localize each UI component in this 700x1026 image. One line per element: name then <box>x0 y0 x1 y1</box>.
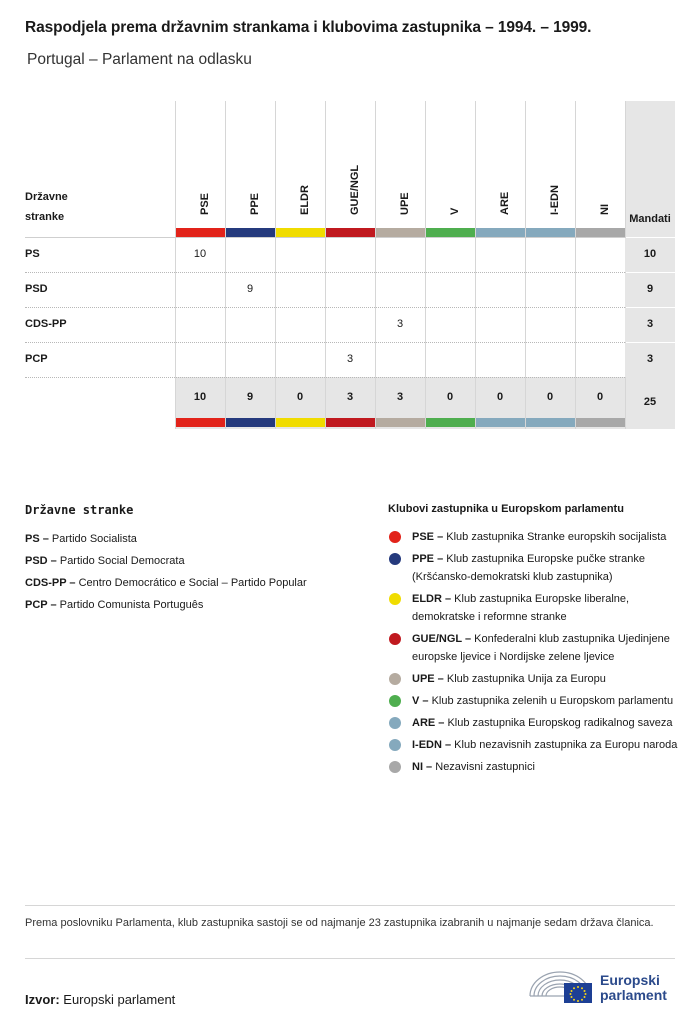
group-color-bar <box>176 228 225 237</box>
group-legend <box>388 528 678 780</box>
divider <box>25 905 675 906</box>
party-legend-item <box>25 528 365 550</box>
column-header-eldr <box>275 111 325 221</box>
column-header-label: ARE <box>499 191 511 215</box>
mandati-header: Mandati <box>629 213 671 225</box>
group-legend-code: ELDR – <box>412 593 452 605</box>
group-color-bar <box>276 228 325 237</box>
group-color-dot <box>389 739 401 751</box>
source-line <box>25 992 175 1007</box>
table-cell-value: 9 <box>246 283 254 295</box>
group-legend-item <box>388 630 678 666</box>
group-legend-code: I-EDN – <box>412 739 452 751</box>
row-party-label: PCP <box>25 353 48 365</box>
party-legend-item <box>25 572 365 594</box>
column-header-label: I-EDN <box>549 185 561 215</box>
group-color-bar <box>326 228 375 237</box>
header-divider <box>25 237 625 238</box>
total-value: 3 <box>396 391 404 403</box>
group-legend-item <box>388 590 678 626</box>
page-title: Raspodjela prema državnim strankama i klubovima zastupnika – 1994. – 1999. <box>25 19 592 36</box>
source-value: Europski parlament <box>59 992 176 1007</box>
source-label: Izvor: <box>25 992 60 1007</box>
group-legend-text: Klub nezavisnih zastupnika za Europu naroda <box>451 739 678 751</box>
row-party-label: CDS-PP <box>25 318 67 330</box>
column-header-ppe <box>225 111 275 221</box>
group-legend-item <box>388 714 678 732</box>
group-color-bar <box>476 228 525 237</box>
group-legend-code: ARE – <box>412 717 445 729</box>
column-header-are <box>475 111 525 221</box>
party-legend-code: PSD – <box>25 555 57 567</box>
group-legend-item <box>388 692 678 710</box>
column-header-label: NI <box>599 204 611 215</box>
row-mandati-value: 3 <box>646 353 654 365</box>
group-color-bar <box>426 418 475 427</box>
group-legend-code: V – <box>412 695 429 707</box>
group-legend-title: Klubovi zastupnika u Europskom parlamentu <box>388 503 624 515</box>
row-mandati-value: 3 <box>646 318 654 330</box>
total-value: 0 <box>496 391 504 403</box>
logo-text: Europski parlament <box>600 972 667 1003</box>
column-header-label: PPE <box>249 192 261 215</box>
row-mandati-value: 9 <box>646 283 654 295</box>
row-mandati-value: 10 <box>643 248 657 260</box>
group-legend-item <box>388 758 678 776</box>
group-color-bar <box>176 418 225 427</box>
group-color-bar <box>426 228 475 237</box>
row-divider <box>25 272 625 273</box>
row-divider <box>25 307 625 308</box>
divider <box>25 958 675 959</box>
party-legend-name: Partido Socialista <box>48 533 137 545</box>
group-color-bar <box>526 418 575 427</box>
column-header-label: PSE <box>199 192 211 215</box>
party-legend-title: Državne stranke <box>25 503 134 517</box>
total-value: 9 <box>246 391 254 403</box>
group-legend-text: Nezavisni zastupnici <box>432 761 535 773</box>
group-legend-text: Klub zastupnika Europskog radikalnog saveza <box>444 717 673 729</box>
column-header-pse <box>175 111 225 221</box>
footnote: Prema poslovniku Parlamenta, klub zastupnika sastoji se od najmanje 23 zastupnika izabranih u najmanje sedam država članica. <box>25 917 654 929</box>
group-color-bar <box>526 228 575 237</box>
group-color-bar <box>276 418 325 427</box>
group-legend-code: PSE – <box>412 531 444 543</box>
party-legend-code: PS – <box>25 533 49 545</box>
group-legend-item <box>388 550 678 586</box>
group-legend-text: Konfederalni klub zastupnika Ujedinjene europske ljevice i Nordijske zelene ljevice <box>412 633 670 663</box>
group-color-dot <box>389 717 401 729</box>
group-color-bar <box>226 228 275 237</box>
column-header-upe <box>375 111 425 221</box>
group-color-bar <box>576 418 625 427</box>
total-value: 0 <box>596 391 604 403</box>
party-legend-code: CDS-PP – <box>25 577 76 589</box>
total-value: 3 <box>346 391 354 403</box>
total-value: 0 <box>296 391 304 403</box>
group-color-bar <box>326 418 375 427</box>
party-legend-code: PCP – <box>25 599 57 611</box>
group-color-bar <box>376 418 425 427</box>
party-legend-name: Centro Democrático e Social – Partido Popular <box>75 577 307 589</box>
group-color-bar <box>226 418 275 427</box>
group-color-dot <box>389 593 401 605</box>
total-mandati-value: 25 <box>643 396 657 408</box>
column-header-gue-ngl <box>325 111 375 221</box>
group-legend-item <box>388 670 678 688</box>
table-cell-value: 10 <box>193 248 207 260</box>
column-header-label: GUE/NGL <box>349 164 361 215</box>
group-color-dot <box>389 761 401 773</box>
row-party-label: PSD <box>25 283 48 295</box>
column-header-i-edn <box>525 111 575 221</box>
group-legend-item <box>388 528 678 546</box>
european-parliament-logo <box>528 966 678 1006</box>
group-color-bar <box>576 228 625 237</box>
row-header-title: Državne stranke <box>25 191 68 223</box>
group-legend-code: GUE/NGL – <box>412 633 472 645</box>
table-cell-value: 3 <box>346 353 354 365</box>
group-legend-code: PPE – <box>412 553 444 565</box>
total-value: 0 <box>446 391 454 403</box>
row-divider <box>25 342 625 343</box>
column-header-ni <box>575 111 625 221</box>
group-color-dot <box>389 673 401 685</box>
party-legend-item <box>25 594 365 616</box>
column-header-label: UPE <box>399 192 411 215</box>
page-subtitle: Portugal – Parlament na odlasku <box>27 51 252 68</box>
group-legend-code: NI – <box>412 761 433 773</box>
european-parliament-hemicycle-icon <box>528 966 594 1006</box>
party-legend-name: Partido Social Democrata <box>56 555 185 567</box>
column-header-v <box>425 111 475 221</box>
group-color-bar <box>376 228 425 237</box>
column-header-label: ELDR <box>299 185 311 215</box>
group-legend-text: Klub zastupnika zelenih u Europskom parlamentu <box>428 695 674 707</box>
group-color-dot <box>389 633 401 645</box>
group-color-dot <box>389 695 401 707</box>
group-legend-text: Klub zastupnika Stranke europskih socijalista <box>443 531 667 543</box>
party-legend-item <box>25 550 365 572</box>
seat-distribution-table <box>25 101 675 429</box>
group-color-bar <box>476 418 525 427</box>
column-header-label: V <box>449 207 461 215</box>
group-legend-code: UPE – <box>412 673 444 685</box>
total-value: 10 <box>193 391 207 403</box>
table-cell-value: 3 <box>396 318 404 330</box>
group-color-dot <box>389 531 401 543</box>
row-divider <box>25 377 625 378</box>
group-legend-item <box>388 736 678 754</box>
group-legend-text: Klub zastupnika Europske pučke stranke (Kršćansko-demokratski klub zastupnika) <box>412 553 645 583</box>
total-value: 0 <box>546 391 554 403</box>
group-legend-text: Klub zastupnika Unija za Europu <box>443 673 606 685</box>
party-legend <box>25 528 365 616</box>
party-legend-name: Partido Comunista Português <box>56 599 204 611</box>
group-color-dot <box>389 553 401 565</box>
row-party-label: PS <box>25 248 40 260</box>
group-legend-text: Klub zastupnika Europske liberalne, demokratske i reformne stranke <box>412 593 630 623</box>
